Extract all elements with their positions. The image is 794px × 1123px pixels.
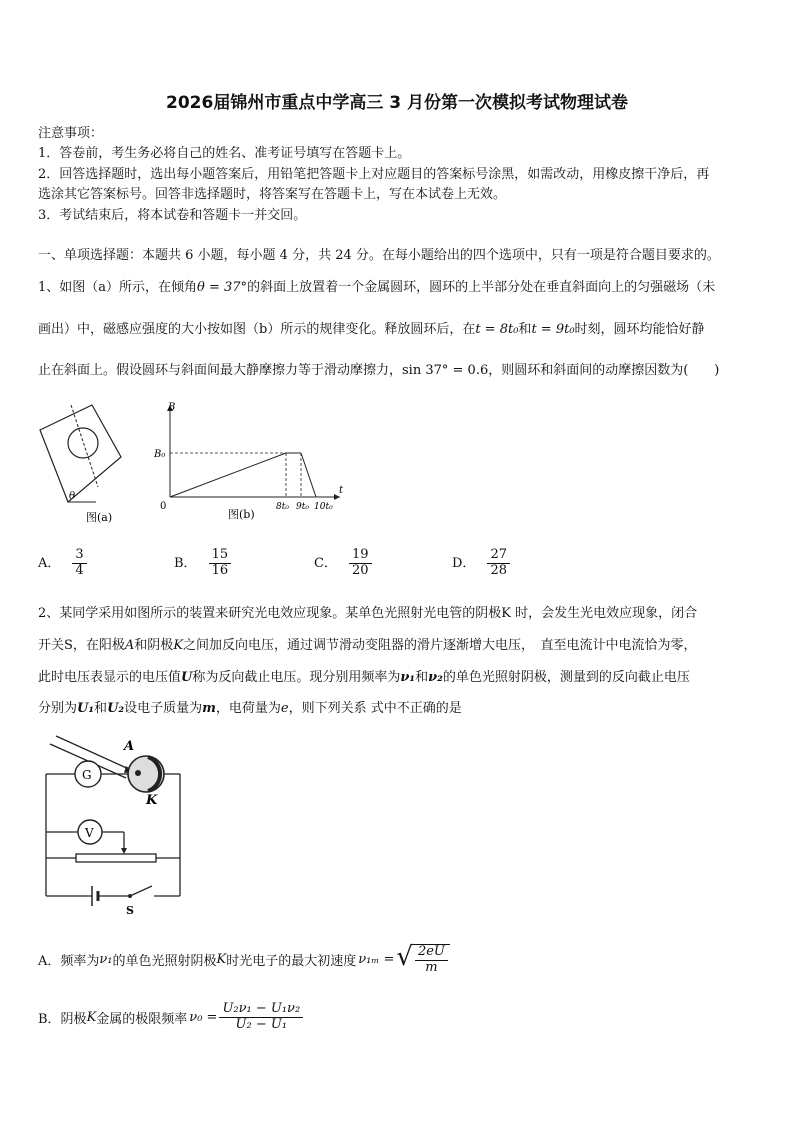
- q2-text: 和阴极: [134, 638, 174, 653]
- cathode-label: K: [146, 793, 158, 808]
- q1-math: sin 37° = 0.6: [402, 363, 489, 378]
- notice-item-3: 3．考试结束后，将本试卷和答题卡一并交回。: [38, 208, 307, 223]
- option-numerator: U₂ν₁ − U₁ν₂: [219, 1002, 303, 1018]
- q1-option-b[interactable]: [174, 548, 231, 579]
- q1-option-d[interactable]: [452, 548, 510, 579]
- q1-option-c[interactable]: [314, 548, 372, 579]
- tick-10t0: 10t₀: [314, 502, 333, 512]
- q2-text: 此时电压表显示的电压值: [38, 670, 182, 685]
- figure-a-caption: 图(a): [86, 511, 113, 524]
- option-numerator: 27: [487, 548, 510, 564]
- option-numerator: 3: [72, 548, 86, 564]
- option-label: D．: [452, 555, 476, 571]
- q1-math: t = 8t₀: [475, 322, 519, 337]
- option-math: ν₁ₘ =: [358, 952, 395, 968]
- q1-text: 时刻，圆环均能恰好静: [574, 322, 705, 337]
- anode-label: A: [124, 739, 135, 754]
- q1-text: 和: [518, 322, 532, 337]
- q1-text: ，则圆环和斜面间的动摩擦因数为( ): [488, 363, 720, 378]
- tick-8t0: 8t₀: [276, 502, 289, 512]
- option-math: ν₀ =: [189, 1009, 218, 1025]
- q2-option-a[interactable]: [38, 944, 450, 976]
- q2-line-1: 2、某同学采用如图所示的装置来研究光电效应现象。某单色光照射光电管的阴极K 时，会发生光电效应现象，闭合: [38, 606, 698, 621]
- b0-label: B₀: [154, 449, 166, 460]
- axis-b-label: B: [168, 402, 176, 413]
- q2-text: ，则下列关系 式中不正确的是: [288, 701, 462, 716]
- option-denominator: U₂ − U₁: [235, 1016, 288, 1032]
- q2-text: 和: [94, 701, 108, 716]
- q2-text: 设电子质量为: [124, 701, 203, 716]
- q1-option-a[interactable]: [38, 548, 87, 579]
- option-math: K: [216, 952, 227, 968]
- q1-line-2: [38, 318, 705, 337]
- q1-line-1: [38, 276, 715, 295]
- q2-line-4: [38, 697, 462, 716]
- q2-text: 称为反向截止电压。现分别用频率为: [192, 670, 401, 685]
- q1-text: 1、如图（a）所示，在倾角: [38, 280, 198, 295]
- q2-text: 的单色光照射阴极，测量到的反向截止电压: [442, 670, 690, 685]
- q1-text: 画出）中，磁感应强度的大小按如图（b）所示的规律变化。释放圆环后，在: [38, 322, 476, 337]
- tick-9t0: 9t₀: [296, 502, 309, 512]
- q2-line-3: [38, 666, 690, 685]
- origin-label: 0: [160, 501, 167, 512]
- sqrt-expression: √ $\frac{2eU}{m}$: [396, 944, 450, 976]
- q2-math: e: [280, 701, 289, 716]
- q2-math: U: [181, 670, 193, 685]
- q2-math: K: [173, 638, 184, 653]
- q1-text: 止在斜面上。假设圆环与斜面间最大静摩擦力等于滑动摩擦力，: [38, 363, 403, 378]
- figure-b-graph: [150, 395, 350, 530]
- q1-math: θ = 37°: [197, 280, 248, 295]
- q2-line-2: [38, 634, 697, 653]
- q2-math: ν₁: [400, 670, 416, 685]
- notice-heading: 注意事项：: [38, 126, 104, 141]
- figure-b-caption: 图(b): [228, 508, 255, 521]
- q2-option-b[interactable]: [38, 1002, 303, 1033]
- option-math: ν₁: [99, 952, 113, 968]
- q2-text: ，电荷量为: [215, 701, 281, 716]
- q2-math: A: [124, 638, 135, 653]
- theta-label: θ: [69, 491, 76, 502]
- notice-item-2-cont: 选涂其它答案标号。回答非选择题时，将答案写在答题卡上，写在本试卷上无效。: [38, 187, 507, 202]
- option-numerator: 2eU: [415, 945, 448, 961]
- option-numerator: 19: [349, 548, 372, 564]
- option-text: B．阴极: [38, 1011, 87, 1027]
- option-denominator: 16: [211, 562, 229, 578]
- q2-text: 开关S，在阳极: [38, 638, 125, 653]
- q2-math: U₁: [77, 701, 95, 716]
- q1-math: t = 9t₀: [531, 322, 575, 337]
- q2-math: ν₂: [428, 670, 443, 685]
- switch-icon: [130, 886, 152, 896]
- option-text: 时光电子的最大初速度: [226, 954, 357, 970]
- rheostat-icon: [76, 854, 156, 862]
- photoelectric-circuit: [36, 728, 196, 918]
- axis-t-label: t: [339, 485, 344, 496]
- notice-item-1: 1．答卷前，考生务必将自己的姓名、准考证号填写在答题卡上。: [38, 146, 411, 161]
- option-text: 的单色光照射阴极: [112, 954, 217, 970]
- option-denominator: 4: [75, 562, 84, 578]
- option-text: A．频率为: [38, 954, 100, 970]
- figure-a-incline: [36, 395, 126, 530]
- galvanometer-label: G: [82, 768, 92, 782]
- q2-text: 分别为: [38, 701, 78, 716]
- option-text: 金属的极限频率: [96, 1011, 188, 1027]
- q1-text: 的斜面上放置着一个金属圆环，圆环的上半部分处在垂直斜面向上的匀强磁场（未: [247, 280, 716, 295]
- q2-text: 之间加反向电压，通过调节滑动变阻器的滑片逐渐增大电压， 直至电流计中电流恰为零，: [183, 638, 697, 653]
- option-denominator: 20: [351, 562, 369, 578]
- option-denominator: m: [425, 959, 438, 975]
- option-math: K: [86, 1009, 97, 1025]
- page-title: 2026届锦州市重点中学高三 3 月份第一次模拟考试物理试卷: [166, 93, 628, 113]
- notice-item-2: 2．回答选择题时，选出每小题答案后，用铅笔把答题卡上对应题目的答案标号涂黑，如需改动，用橡皮擦干净后，再: [38, 167, 710, 182]
- q1-line-3: [38, 359, 719, 378]
- option-label: A．: [38, 555, 61, 571]
- q2-text: 和: [415, 670, 429, 685]
- option-label: C．: [314, 555, 337, 571]
- option-denominator: 28: [490, 562, 507, 578]
- option-label: B．: [174, 555, 197, 571]
- q2-math: m: [202, 701, 216, 716]
- switch-label: S: [126, 904, 134, 917]
- option-numerator: 15: [209, 548, 232, 564]
- voltmeter-label: V: [85, 826, 94, 840]
- q2-math: U₂: [107, 701, 125, 716]
- section-heading: 一、单项选择题：本题共 6 小题，每小题 4 分，共 24 分。在每小题给出的四个选项中，只有一项是符合题目要求的。: [38, 248, 720, 263]
